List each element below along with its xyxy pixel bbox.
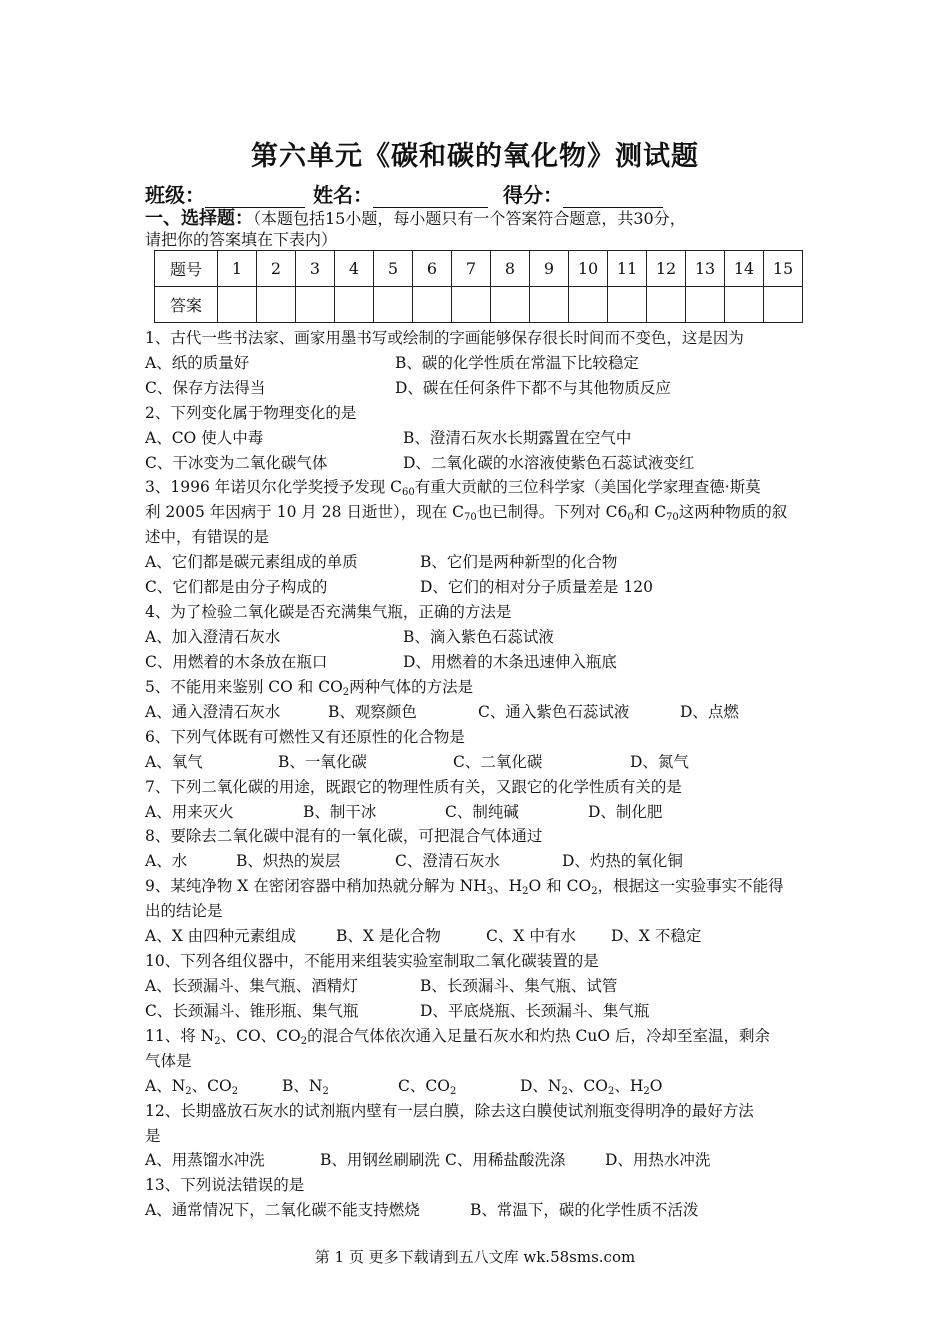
q2-option-c: C、干冰变为二氧化碳气体 [145,454,328,472]
section-title: 一、选择题： [145,208,253,229]
q10-option-b: B、长颈漏斗、集气瓶、试管 [420,977,618,995]
answer-cell[interactable] [569,287,608,323]
q11-option-c: C、$CO_2$ [398,1077,457,1097]
q11-stem-2: 气体是 [145,1052,192,1070]
question-number-cell: 6 [413,251,452,287]
answer-cell[interactable] [491,287,530,323]
q8-option-b: B、炽热的炭层 [236,852,341,870]
answer-cell[interactable] [452,287,491,323]
q7-option-d: D、制化肥 [588,803,663,821]
q12-stem-1: 12、长期盛放石灰水的试剂瓶内壁有一层白膜，除去这白膜使试剂瓶变得明净的最好方法 [145,1102,754,1120]
q4-option-a: A、加入澄清石灰水 [145,628,281,646]
question-number-cell: 12 [647,251,686,287]
q3-option-c: C、它们都是由分子构成的 [145,578,328,596]
question-number-cell: 15 [764,251,803,287]
q11-option-d: D、$N_2$、$CO_2$、$H_2O$ [520,1077,663,1097]
q13-option-a: A、通常情况下，二氧化碳不能支持燃烧 [145,1201,420,1219]
answer-cell[interactable] [296,287,335,323]
question-number-cell: 13 [686,251,725,287]
answer-cell[interactable] [647,287,686,323]
answer-cell[interactable] [374,287,413,323]
q8-option-c: C、澄清石灰水 [395,852,500,870]
q6-option-c: C、二氧化碳 [453,753,543,771]
question-number-cell: 8 [491,251,530,287]
q5-option-b: B、观察颜色 [328,703,417,721]
answer-cell[interactable] [335,287,374,323]
question-number-cell: 11 [608,251,647,287]
q1-stem: 1、古代一些书法家、画家用墨书写或绘制的字画能够保存很长时间而不变色，这是因为 [145,329,744,347]
question-number-cell: 14 [725,251,764,287]
q8-option-d: D、灼热的氧化铜 [562,852,683,870]
page-footer: 第 1 页 更多下载请到五八文库 wk.58sms.com [314,1248,636,1266]
answer-cell[interactable] [764,287,803,323]
answer-cell[interactable] [257,287,296,323]
q6-option-a: A、氧气 [145,753,203,771]
q10-option-c: C、长颈漏斗、锥形瓶、集气瓶 [145,1002,359,1020]
q4-option-c: C、用燃着的木条放在瓶口 [145,653,328,671]
q12-stem-2: 是 [145,1127,161,1145]
q8-stem: 8、要除去二氧化碳中混有的一氧化碳，可把混合气体通过 [145,827,543,845]
q3-stem-1: 3、1996 年诺贝尔化学奖授予发现 $C_{60}$有重大贡献的三位科学家（美国化学家理查德·斯莫 [145,478,761,498]
q1-option-c: C、保存方法得当 [145,379,266,397]
q3-option-d: D、它们的相对分子质量差是 120 [420,578,653,596]
q10-option-a: A、长颈漏斗、集气瓶、酒精灯 [145,977,358,995]
question-number-cell: 7 [452,251,491,287]
q12-option-b: B、用钢丝刷刷洗 [320,1151,440,1169]
q5-option-a: A、通入澄清石灰水 [145,703,281,721]
question-number-cell: 2 [257,251,296,287]
class-label: 班级： [145,183,205,207]
q2-stem: 2、下列变化属于物理变化的是 [145,404,357,422]
q13-stem: 13、下列说法错误的是 [145,1176,305,1194]
q7-option-a: A、用来灭火 [145,803,234,821]
q4-option-b: B、滴入紫色石蕊试液 [403,628,554,646]
answer-table-number-row [155,251,803,287]
q6-stem: 6、下列气体既有可燃性又有还原性的化合物是 [145,728,465,746]
q6-option-b: B、一氧化碳 [278,753,367,771]
q9-stem-2: 出的结论是 [145,902,223,920]
answer-cell[interactable] [530,287,569,323]
question-number-cell: 1 [218,251,257,287]
q3-stem-3: 述中，有错误的是 [145,528,270,546]
q9-option-d: D、X 不稳定 [611,927,702,945]
q9-option-a: A、X 由四种元素组成 [145,927,297,945]
q1-option-d: D、碳在任何条件下都不与其他物质反应 [395,379,671,397]
q4-stem: 4、为了检验二氧化碳是否充满集气瓶，正确的方法是 [145,603,512,621]
q3-option-b: B、它们是两种新型的化合物 [420,553,618,571]
q8-option-a: A、水 [145,852,188,870]
q11-option-b: B、$N_2$ [282,1077,329,1097]
q7-stem: 7、下列二氧化碳的用途，既跟它的物理性质有关，又跟它的化学性质有关的是 [145,778,682,796]
q12-option-a: A、用蒸馏水冲洗 [145,1151,265,1169]
q1-option-b: B、碳的化学性质在常温下比较稳定 [395,354,639,372]
answer-cell[interactable] [413,287,452,323]
q1-option-a: A、纸的质量好 [145,354,250,372]
score-label: 得分： [503,183,563,207]
row-label-number: 题号 [155,251,218,287]
q2-option-b: B、澄清石灰水长期露置在空气中 [403,429,632,447]
answer-cell[interactable] [686,287,725,323]
q2-option-d: D、二氧化碳的水溶液使紫色石蕊试液变红 [403,454,695,472]
question-number-cell: 10 [569,251,608,287]
row-label-answer: 答案 [155,287,218,323]
q9-option-c: C、X 中有水 [486,927,576,945]
q5-option-d: D、点燃 [680,703,739,721]
answer-table [154,250,803,323]
q11-option-a: A、$N_2$、$CO_2$ [145,1077,239,1097]
section-instructions: （本题包括15小题，每小题只有一个答案符合题意，共30分， [253,209,686,228]
answer-table-answer-row [155,287,803,323]
name-label: 姓名： [313,183,373,207]
answer-cell[interactable] [725,287,764,323]
q9-option-b: B、X 是化合物 [336,927,441,945]
section-instructions-2: 请把你的答案填在下表内） [145,230,338,249]
answer-cell[interactable] [608,287,647,323]
q5-option-c: C、通入紫色石蕊试液 [478,703,630,721]
answer-cell[interactable] [218,287,257,323]
q6-option-d: D、氮气 [630,753,689,771]
question-number-cell: 4 [335,251,374,287]
q4-option-d: D、用燃着的木条迅速伸入瓶底 [403,653,617,671]
q3-option-a: A、它们都是碳元素组成的单质 [145,553,358,571]
q12-option-d: D、用热水冲洗 [605,1151,711,1169]
q3-stem-2: 利 2005 年因病于 10 月 28 日逝世），现在 $C_{70}$也已制得。下列对 $C6_0$和 $C_{70}$这两种物质的叙 [145,503,788,523]
q7-option-b: B、制干冰 [303,803,377,821]
page-title: 第六单元《碳和碳的氧化物》测试题 [251,141,699,172]
q7-option-c: C、制纯碱 [445,803,519,821]
q2-option-a: A、CO 使人中毒 [145,429,264,447]
question-number-cell: 5 [374,251,413,287]
question-number-cell: 3 [296,251,335,287]
q12-option-c: C、用稀盐酸洗涤 [445,1151,566,1169]
q9-stem-1: 9、某纯净物 X 在密闭容器中稍加热就分解为 $NH_3$、$H_2O$ 和 $CO_2$，根据这一实验事实不能得 [145,877,784,897]
q5-stem: 5、不能用来鉴别 CO 和 $CO_2$两种气体的方法是 [145,678,474,698]
question-number-cell: 9 [530,251,569,287]
q10-option-d: D、平底烧瓶、长颈漏斗、集气瓶 [420,1002,650,1020]
q13-option-b: B、常温下，碳的化学性质不活泼 [470,1201,699,1219]
q10-stem: 10、下列各组仪器中，不能用来组装实验室制取二氧化碳装置的是 [145,952,599,970]
q11-stem-1: 11、将 $N_2$、CO、$CO_2$的混合气体依次通入足量石灰水和灼热 CuO 后，冷却至室温，剩余 [145,1027,771,1047]
